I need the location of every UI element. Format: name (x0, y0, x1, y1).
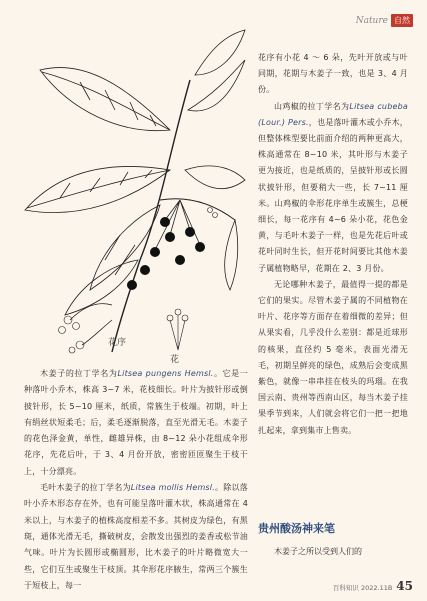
section-body: 木姜子之所以受到人们的 (274, 547, 362, 556)
latin-name-mollis: Litsea mollis Hemsl. (130, 483, 215, 493)
left-text-column (24, 366, 248, 594)
page-number: 45 (396, 579, 413, 593)
section-tag-en: Nature (355, 15, 388, 26)
section-tag (356, 14, 413, 27)
right-text-column (258, 50, 408, 439)
right-paragraph-1: 花序有小花 4 ～ 6 朵，先叶开放或与叶同期，花期与木姜子一致，也是 3、4 月份。 (258, 53, 408, 95)
latin-name-cubeba: Litsea cubeba (Lour.) Pers. (258, 101, 408, 127)
publication-source: 百科知识 2022.11B (332, 584, 393, 592)
right-paragraph-3: 无论哪种木姜子，最值得一提的都是它们的果实。尽管木姜子属的不同植物在叶片、花序等方面存在着细微的差异；但从果实看，几乎没什么差别：都是近球形的核果，直径约 5 毫米，表面光滑无毛，初期呈鲜亮的绿色，成熟后会变成黑紫色，就像一串串挂在枝头的玛瑙。在我国云南、贵州等西南山区，每当木姜子挂果季节到来，人们就会将它们一把一把地扎起来，拿到集市上售卖。 (258, 279, 408, 435)
section-tag-cn: 自然 (391, 14, 413, 27)
right-paragraph-2: 山鸡椒的拉丁学名为Litsea cubeba (Lour.) Pers.，也是落叶灌木或小乔木，但整体株型要比前面介绍的两种更高大，株高通常在 8~10 米，其叶形与木姜子更为接近，也是纸质的，呈披针形或长圆状披针形，但要稍大一些，长 7~11 厘米。山鸡椒的伞形花序单生或簇生，总梗细长，每一花序有 4~6 朵小花，花色金黄，与毛叶木姜子一样，也是先花后叶或花叶同时生长，但开花时间要比其他木姜子属植物略早，花期在 2、3 月份。 (258, 101, 408, 273)
left-paragraph-1: 木姜子的拉丁学名为Litsea pungens Hemsl.。它是一种落叶小乔木，株高 3~7 米，花枝细长。叶片为披针形或倒披针形，长 5~10 厘米，纸质，常簇生于枝端。初期，叶上有绢丝状短柔毛；后，柔毛逐渐脱落，直至光滑无毛。木姜子的花色泽金黄，单性，雌雄异株，由 8~12 朵小花组成伞形花序，先花后叶，于 3、4 月份开放，密密匝匝聚生于枝干上，十分漂亮。 (24, 369, 248, 476)
page-footer (333, 579, 413, 593)
label-flower: 花 (170, 355, 180, 365)
left-paragraph-2: 毛叶木姜子的拉丁学名为Litsea mollis Hemsl.。除以落叶小乔木形态存在外，也有可能呈落叶灌木状，株高通常在 4 米以上，与木姜子的植株高度相差不多。其树皮为绿色，有黑斑，通体光滑无毛，撕破树皮，会散发出强烈的姜香或松节油气味。叶片为长圆形或椭圆形，比木姜子的叶片略微宽大一些，它们互生或聚生于枝顶。其伞形花序腋生，常两三个簇生于短枝上，每一 (24, 483, 248, 590)
section-heading: 贵州酸汤神来笔 (258, 522, 335, 535)
label-inflorescence: 花序 (108, 338, 127, 348)
botanical-illustration (20, 20, 248, 365)
latin-name-pungens: Litsea pungens Hemsl. (117, 369, 214, 378)
